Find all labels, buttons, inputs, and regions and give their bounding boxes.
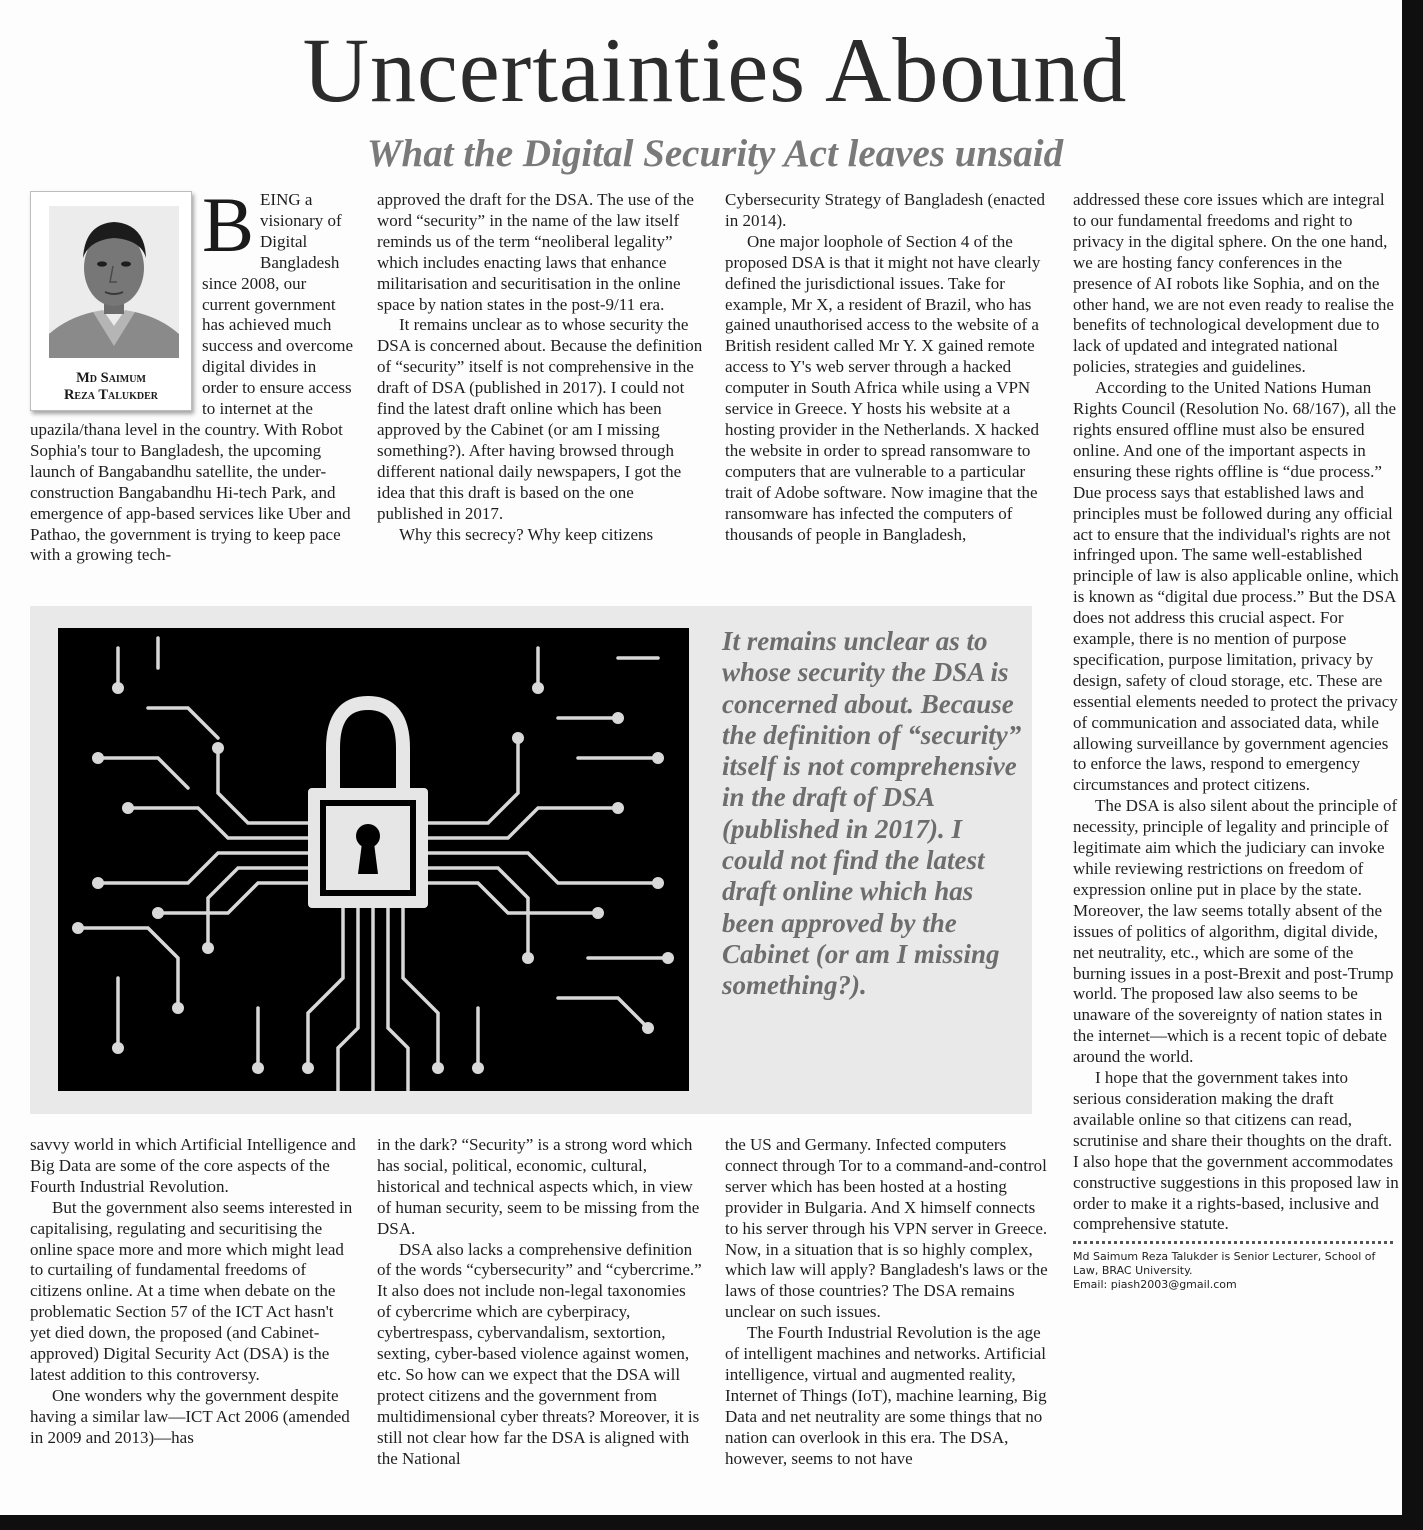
paragraph: It remains unclear as to whose security the DSA is concerned about. Because the definition of “security” itself is not comprehensive in the draft of DSA (published in 2017). I could not find the latest draft online which has been approved by the Cabinet (or am I missing something?). After having browsed through different national daily newspapers, I got the idea that this draft is based on the one published in 2017. — [377, 315, 703, 523]
pull-quote: It remains unclear as to whose security the DSA is concerned about. Because the definition of “security” itself is not comprehensive in the draft of DSA (published in 2017). I could not find the latest draft online which has been approved by the Cabinet (or am I missing something?). — [722, 626, 1022, 1001]
bio-text: Md Saimum Reza Talukder is Senior Lecturer, School of Law, BRAC University. — [1073, 1250, 1376, 1278]
paragraph: One wonders why the government despite having a similar law—ICT Act 2006 (amended in 2009 and 2013)—has — [30, 1385, 350, 1447]
author-bio — [1073, 1250, 1399, 1292]
drop-cap: B — [202, 181, 255, 268]
column-4 — [1073, 190, 1399, 1292]
column-2-top — [377, 190, 703, 545]
paragraph: Cybersecurity Strategy of Bangladesh (enacted in 2014). — [725, 190, 1046, 230]
paragraph: the US and Germany. Infected computers connect through Tor to a command-and-control server which has been hosted at a hosting provider in Bulgaria. And X himself connects to his server through his VPN server in Greece. Now, in a situation that is so highly complex, which law will apply? Bangladesh's laws or the laws of those countries? The DSA remains unclear on such issues. — [725, 1135, 1048, 1322]
bio-divider — [1073, 1241, 1393, 1244]
paragraph: The Fourth Industrial Revolution is the age of intelligent machines and networks. Artificial intelligence, virtual and augmented reality, Internet of Things (IoT), machine learning, Big Data and net neutrality are some things that no nation can overlook in this era. The DSA, however, seems to not have — [725, 1323, 1047, 1468]
author-byline — [31, 370, 191, 404]
author-photo — [49, 206, 179, 358]
author-name-line-1: Md Saimum — [76, 370, 146, 386]
feature-panel — [30, 606, 1032, 1114]
paragraph: savvy world in which Artificial Intelligence and Big Data are some of the core aspects of the Fourth Industrial Revolution. — [30, 1135, 356, 1196]
paragraph: According to the United Nations Human Rights Council (Resolution No. 68/167), all the rights ensured offline must also be ensured online. And one of the important aspects in ensuring these rights offline is “due process.” Due process says that established laws and principles must be followed during any official act to ensure that the individual's rights are not infringed upon. The same well-established principle of law is also applicable online, which is known as “digital due process.” But the DSA does not address this crucial aspect. For example, there is no mention of purpose specification, purpose limitation, privacy by design, safety of cloud storage, etc. These are essential elements needed to protect the privacy of communication and associated data, while allowing surveillance by government agencies to enforce the laws, respond to emergency circumstances and protect citizens. — [1073, 378, 1399, 795]
right-edge-border — [1402, 0, 1423, 1530]
paragraph: approved the draft for the DSA. The use of the word “security” in the name of the law itself reminds us of the term “neoliberal legality” which includes enacting laws that enhance militarisation and securitisation in the online space by nation states in the post-9/11 era. — [377, 190, 694, 314]
circuit-padlock-illustration — [58, 628, 689, 1091]
subheadline: What the Digital Security Act leaves unsaid — [366, 132, 1064, 175]
bio-email: Email: piash2003@gmail.com — [1073, 1278, 1237, 1292]
author-name-line-2: Reza Talukder — [63, 387, 159, 403]
paragraph: Why this secrecy? Why keep citizens — [399, 524, 654, 544]
intro-paragraph: EING a visionary of Digital Bangladesh since 2008, our current government has achieved much success and overcome digital divides in order to ensure access to internet at the upazila/thana level in the country. With Robot Sophia's tour to Bangladesh, the upcoming launch of Bangabandhu satellite, the under-construction Bangabandhu Hi-tech Park, and emergence of app-based services like Uber and Pathao, the government is trying to keep pace with a growing tech- — [30, 190, 354, 565]
paragraph: I hope that the government takes into serious consideration making the draft available online so that citizens can read, scrutinise and share their thoughts on the draft. I also hope that the government accommodates constructive suggestions in this proposed law in order to make it a rights-based, inclusive and comprehensive statute. — [1073, 1068, 1399, 1234]
column-3-top — [725, 190, 1051, 545]
column-1-bottom — [30, 1135, 356, 1449]
headline: Uncertainties Abound — [302, 19, 1128, 121]
author-box — [30, 191, 192, 411]
column-2-bottom — [377, 1135, 703, 1470]
column-3-bottom — [725, 1135, 1051, 1470]
paragraph: DSA also lacks a comprehensive definition of the words “cybersecurity” and “cybercrime.” It also does not include non-legal taxonomies of cybercrime which are cyberpiracy, cybertrespass, cybervandalism, sextortion, sexting, cyber-based violence against women, etc. So how can we expect that the DSA will protect citizens and the government from multidimensional cyber threats? Moreover, it is still not clear how far the DSA is aligned with the National — [377, 1239, 702, 1468]
paragraph: But the government also seems interested in capitalising, regulating and securitising the online space more and more which might lead to curtailing of fundamental freedoms of citizens online. At a time when debate on the problematic Section 57 of the ICT Act hasn't yet died down, the proposed (and Cabinet-approved) Digital Security Act (DSA) is the latest addition to this controversy. — [30, 1197, 353, 1384]
paragraph: The DSA is also silent about the principle of necessity, principle of legality and principle of legitimate aim which the judiciary can invoke while reviewing restrictions on freedom of expression online put in place by the state. Moreover, the law seems totally absent of the issues of politics of algorithm, digital divide, net neutrality, etc., which are some of the burning issues in a post-Brexit and post-Trump world. The proposed law also seems to be unaware of the sovereignty of nation states in the internet—which is a recent topic of debate around the world. — [1073, 796, 1398, 1067]
paragraph: addressed these core issues which are integral to our fundamental freedoms and right to privacy in the digital sphere. On the one hand, we are hosting fancy conferences in the presence of AI robots like Sophia, and on the other hand, we are not even ready to realise the benefits of technological development due to lack of updated and integrated national policies, strategies and guidelines. — [1073, 190, 1394, 377]
column-1-top — [30, 181, 356, 566]
paragraph: One major loophole of Section 4 of the proposed DSA is that it might not have clearly defined the jurisdictional issues. Take for example, Mr X, a resident of Brazil, who has gained unauthorised access to the website of a British resident called Mr Y. X gained remote access to Y's web server through a hacked computer in South Africa while using a VPN service in Greece. Y hosts his website at a hosting provider in the Netherlands. X hacked the website in order to spread ransomware to computers that are vulnerable to a particular trait of Adobe software. Now imagine that the ransomware has infected the computers of thousands of people in Bangladesh, — [725, 231, 1041, 544]
paragraph: in the dark? “Security” is a strong word which has social, political, economic, cultural, historical and technical aspects which, in view of human security, seem to be missing from the DSA. — [377, 1135, 700, 1238]
bottom-edge-border — [0, 1515, 1423, 1530]
